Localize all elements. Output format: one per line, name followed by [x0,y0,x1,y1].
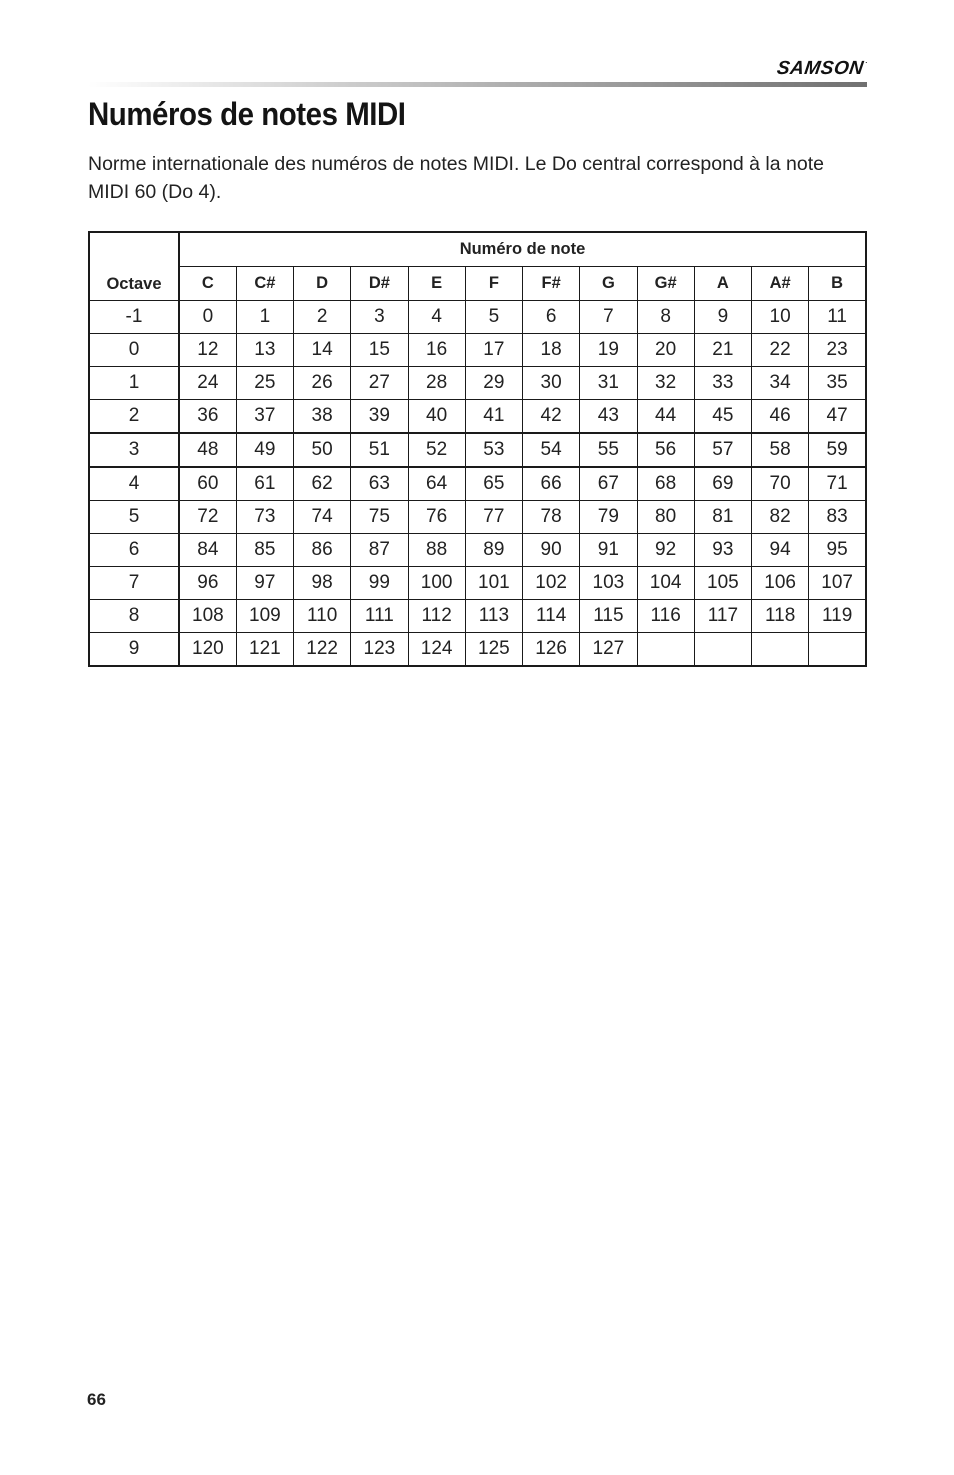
note-number-cell: 61 [236,467,293,501]
note-number-cell: 38 [294,400,351,434]
note-number-cell: 53 [465,433,522,467]
note-number-cell: 57 [694,433,751,467]
table-row [89,367,866,400]
note-number-cell: 103 [580,567,637,600]
table-row [89,633,866,667]
note-number-cell: 90 [523,534,580,567]
table-row [89,534,866,567]
samson-logo: SAMSON. [775,58,869,79]
note-header: G [580,267,637,301]
note-number-cell: 86 [294,534,351,567]
note-number-cell: 25 [236,367,293,400]
octave-cell: 6 [89,534,179,567]
note-number-cell: 44 [637,400,694,434]
octave-header: Octave [89,232,179,301]
note-number-cell: 82 [752,501,809,534]
note-number-cell: 112 [408,600,465,633]
note-header: F [465,267,522,301]
note-number-cell: 47 [809,400,866,434]
octave-cell: 7 [89,567,179,600]
octave-cell: 3 [89,433,179,467]
note-number-cell: 58 [752,433,809,467]
note-number-cell: 69 [694,467,751,501]
octave-cell: 1 [89,367,179,400]
note-number-cell: 21 [694,334,751,367]
note-header: E [408,267,465,301]
note-number-cell: 67 [580,467,637,501]
note-number-cell: 41 [465,400,522,434]
note-number-cell: 75 [351,501,408,534]
note-number-cell: 84 [179,534,236,567]
note-number-cell: 30 [523,367,580,400]
note-number-cell: 93 [694,534,751,567]
note-number-cell: 14 [294,334,351,367]
note-number-cell: 12 [179,334,236,367]
note-number-cell: 76 [408,501,465,534]
note-number-cell: 121 [236,633,293,667]
note-number-cell: 111 [351,600,408,633]
note-number-cell: 78 [523,501,580,534]
octave-cell: 8 [89,600,179,633]
note-number-cell: 37 [236,400,293,434]
table-header-row [89,232,866,267]
note-number-cell: 117 [694,600,751,633]
note-number-cell: 104 [637,567,694,600]
octave-cell: 4 [89,467,179,501]
note-number-cell: 5 [465,301,522,334]
note-number-cell: 16 [408,334,465,367]
note-number-header: Numéro de note [179,232,866,267]
note-number-cell: 114 [523,600,580,633]
note-number-cell: 101 [465,567,522,600]
note-number-cell: 95 [809,534,866,567]
note-number-cell: 3 [351,301,408,334]
note-number-cell: 89 [465,534,522,567]
table-row [89,600,866,633]
note-number-cell: 123 [351,633,408,667]
note-number-cell: 80 [637,501,694,534]
note-header: C [179,267,236,301]
note-number-cell: 107 [809,567,866,600]
note-number-cell: 81 [694,501,751,534]
note-number-cell: 46 [752,400,809,434]
note-number-cell: 113 [465,600,522,633]
note-number-cell: 100 [408,567,465,600]
note-number-cell: 54 [523,433,580,467]
note-number-cell: 56 [637,433,694,467]
note-header: D [294,267,351,301]
note-number-cell: 32 [637,367,694,400]
note-number-cell: 13 [236,334,293,367]
note-number-cell: 125 [465,633,522,667]
note-number-cell: 4 [408,301,465,334]
note-number-cell: 65 [465,467,522,501]
note-number-cell: 45 [694,400,751,434]
note-header: C# [236,267,293,301]
note-number-cell: 40 [408,400,465,434]
note-number-cell: 88 [408,534,465,567]
note-number-cell: 2 [294,301,351,334]
note-number-cell: 120 [179,633,236,667]
note-number-cell: 35 [809,367,866,400]
note-number-cell: 51 [351,433,408,467]
note-number-cell: 115 [580,600,637,633]
table-row [89,334,866,367]
note-number-cell [752,633,809,667]
table-row [89,501,866,534]
note-number-cell [637,633,694,667]
note-names-row [89,267,866,301]
note-number-cell: 24 [179,367,236,400]
note-number-cell: 71 [809,467,866,501]
note-number-cell: 91 [580,534,637,567]
note-number-cell: 9 [694,301,751,334]
note-number-cell: 33 [694,367,751,400]
note-number-cell: 18 [523,334,580,367]
note-number-cell: 94 [752,534,809,567]
note-number-cell: 87 [351,534,408,567]
note-number-cell: 118 [752,600,809,633]
note-number-cell: 74 [294,501,351,534]
note-number-cell: 124 [408,633,465,667]
note-number-cell: 102 [523,567,580,600]
note-number-cell: 36 [179,400,236,434]
note-number-cell: 66 [523,467,580,501]
note-number-cell: 6 [523,301,580,334]
note-number-cell: 28 [408,367,465,400]
note-number-cell: 1 [236,301,293,334]
table-body [89,301,866,667]
note-number-cell: 64 [408,467,465,501]
note-number-cell: 39 [351,400,408,434]
note-number-cell: 10 [752,301,809,334]
note-number-cell: 109 [236,600,293,633]
note-number-cell: 73 [236,501,293,534]
note-number-cell [694,633,751,667]
note-header: G# [637,267,694,301]
note-number-cell: 20 [637,334,694,367]
note-number-cell: 50 [294,433,351,467]
note-header: D# [351,267,408,301]
note-number-cell: 70 [752,467,809,501]
note-number-cell: 79 [580,501,637,534]
octave-cell: 2 [89,400,179,434]
note-number-cell: 43 [580,400,637,434]
note-number-cell: 34 [752,367,809,400]
octave-cell: 9 [89,633,179,667]
note-number-cell: 8 [637,301,694,334]
octave-cell: -1 [89,301,179,334]
note-number-cell: 108 [179,600,236,633]
note-number-cell: 59 [809,433,866,467]
page-title: Numéros de notes MIDI [88,96,406,132]
note-number-cell: 0 [179,301,236,334]
note-number-cell: 42 [523,400,580,434]
table-row [89,301,866,334]
table-row [89,400,866,434]
note-number-cell: 96 [179,567,236,600]
note-number-cell: 11 [809,301,866,334]
note-number-cell: 15 [351,334,408,367]
note-number-cell: 19 [580,334,637,367]
note-number-cell: 55 [580,433,637,467]
note-number-cell: 83 [809,501,866,534]
note-number-cell: 23 [809,334,866,367]
table-row [89,567,866,600]
page-number: 66 [87,1390,106,1409]
note-number-cell: 97 [236,567,293,600]
note-number-cell: 60 [179,467,236,501]
octave-cell: 5 [89,501,179,534]
note-number-cell: 105 [694,567,751,600]
note-number-cell: 7 [580,301,637,334]
intro-paragraph: Norme internationale des numéros de notes MIDI. Le Do central correspond à la note MIDI 60 (Do 4). [88,153,824,203]
midi-note-table [88,231,867,667]
header-rule [88,82,867,87]
note-number-cell: 49 [236,433,293,467]
note-number-cell: 63 [351,467,408,501]
note-number-cell: 31 [580,367,637,400]
note-number-cell: 98 [294,567,351,600]
note-number-cell: 92 [637,534,694,567]
note-number-cell: 27 [351,367,408,400]
note-number-cell: 110 [294,600,351,633]
note-number-cell [809,633,866,667]
note-number-cell: 99 [351,567,408,600]
note-header: F# [523,267,580,301]
note-number-cell: 68 [637,467,694,501]
note-number-cell: 26 [294,367,351,400]
note-number-cell: 62 [294,467,351,501]
note-number-cell: 122 [294,633,351,667]
note-number-cell: 127 [580,633,637,667]
note-header: A [694,267,751,301]
note-header: B [809,267,866,301]
note-number-cell: 126 [523,633,580,667]
note-number-cell: 29 [465,367,522,400]
note-number-cell: 72 [179,501,236,534]
note-number-cell: 22 [752,334,809,367]
note-number-cell: 119 [809,600,866,633]
table-row [89,433,866,467]
note-number-cell: 85 [236,534,293,567]
note-number-cell: 48 [179,433,236,467]
table-row [89,467,866,501]
note-number-cell: 17 [465,334,522,367]
note-number-cell: 116 [637,600,694,633]
note-number-cell: 77 [465,501,522,534]
note-number-cell: 52 [408,433,465,467]
octave-cell: 0 [89,334,179,367]
note-header: A# [752,267,809,301]
note-number-cell: 106 [752,567,809,600]
